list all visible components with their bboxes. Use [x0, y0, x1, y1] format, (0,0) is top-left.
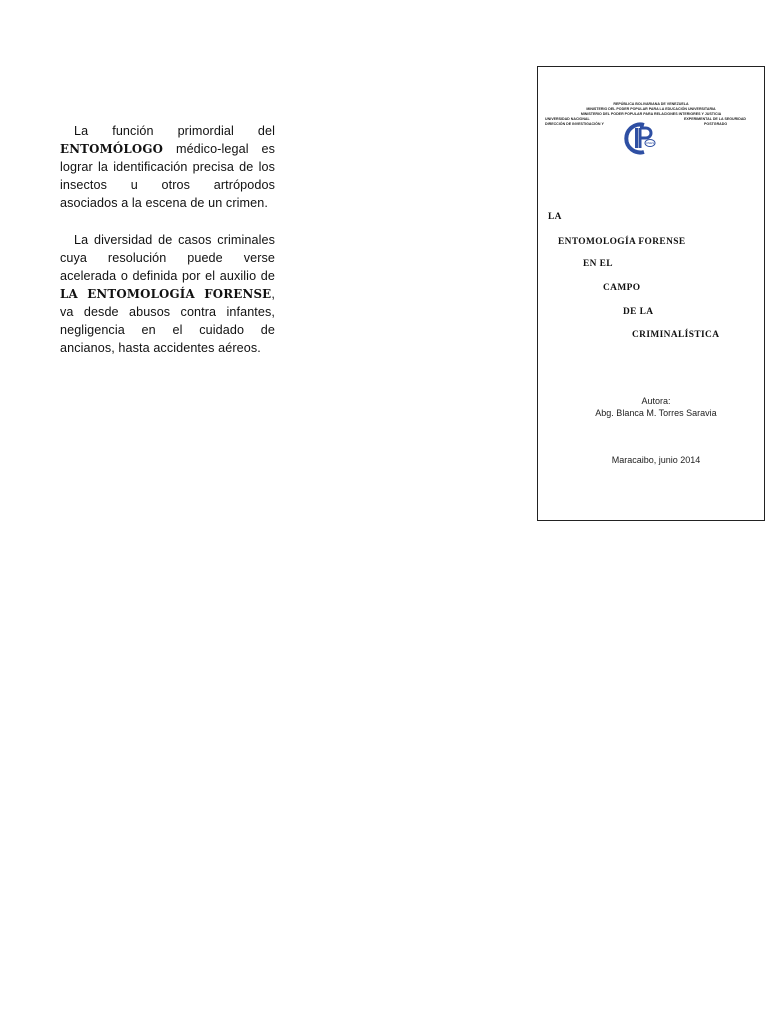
title-line-entomologia-forense: ENTOMOLOGÍA FORENSE	[558, 237, 686, 247]
place-date: Maracaibo, junio 2014	[611, 455, 701, 465]
university-logo-icon	[622, 119, 656, 157]
paragraph-1-text-after: médico-legal es lograr la identificación precisa de los insectos u otros artrópodos asociados a la escena de un crimen.	[60, 142, 275, 210]
header-universidad: UNIVERSIDAD NACIONAL	[545, 117, 590, 121]
header-line-ministerio-justicia: MINISTERIO DEL PODER POPULAR PARA RELACIONES INTERIORES Y JUSTICIA	[580, 112, 722, 116]
left-text-column	[60, 122, 275, 357]
title-line-criminalistica: CRIMINALÍSTICA	[632, 330, 720, 340]
paragraph-diversidad	[60, 231, 275, 357]
paragraph-2-text-after: , va desde abusos contra infantes, negligencia en el cuidado de ancianos, hasta accidentes aéreos.	[60, 287, 275, 355]
paragraph-entomologo	[60, 122, 275, 212]
header-line-ministerio-educacion: MINISTERIO DEL PODER POPULAR PARA LA EDUCACIÓN UNIVERSITARIA	[586, 107, 716, 111]
term-entomologo: ENTOMÓLOGO	[60, 142, 164, 156]
title-line-de-la: DE LA	[623, 307, 654, 317]
logo-tag: UNES	[645, 141, 655, 146]
title-line-en-el: EN EL	[583, 259, 613, 269]
paragraph-1-text-before: La función primordial del	[74, 124, 275, 138]
paragraph-2-text-before: La diversidad de casos criminales cuya resolución puede verse acelerada o definida por el auxilio de	[60, 233, 275, 283]
header-postgrado: POSTGRADO	[704, 122, 728, 126]
cover-page	[537, 66, 765, 521]
title-line-campo: CAMPO	[603, 283, 641, 293]
header-line-republica: REPÚBLICA BOLIVARIANA DE VENEZUELA	[613, 102, 689, 106]
header-direccion: DIRECCIÓN DE INVESTIGACIÓN Y	[545, 122, 604, 126]
title-line-la: LA	[548, 212, 562, 222]
header-experimental: EXPERIMENTAL DE LA SEGURIDAD	[684, 117, 747, 121]
author-name: Abg. Blanca M. Torres Saravia	[595, 408, 717, 418]
author-label: Autora:	[641, 396, 671, 406]
term-entomologia-forense: LA ENTOMOLOGÍA FORENSE	[60, 287, 272, 301]
